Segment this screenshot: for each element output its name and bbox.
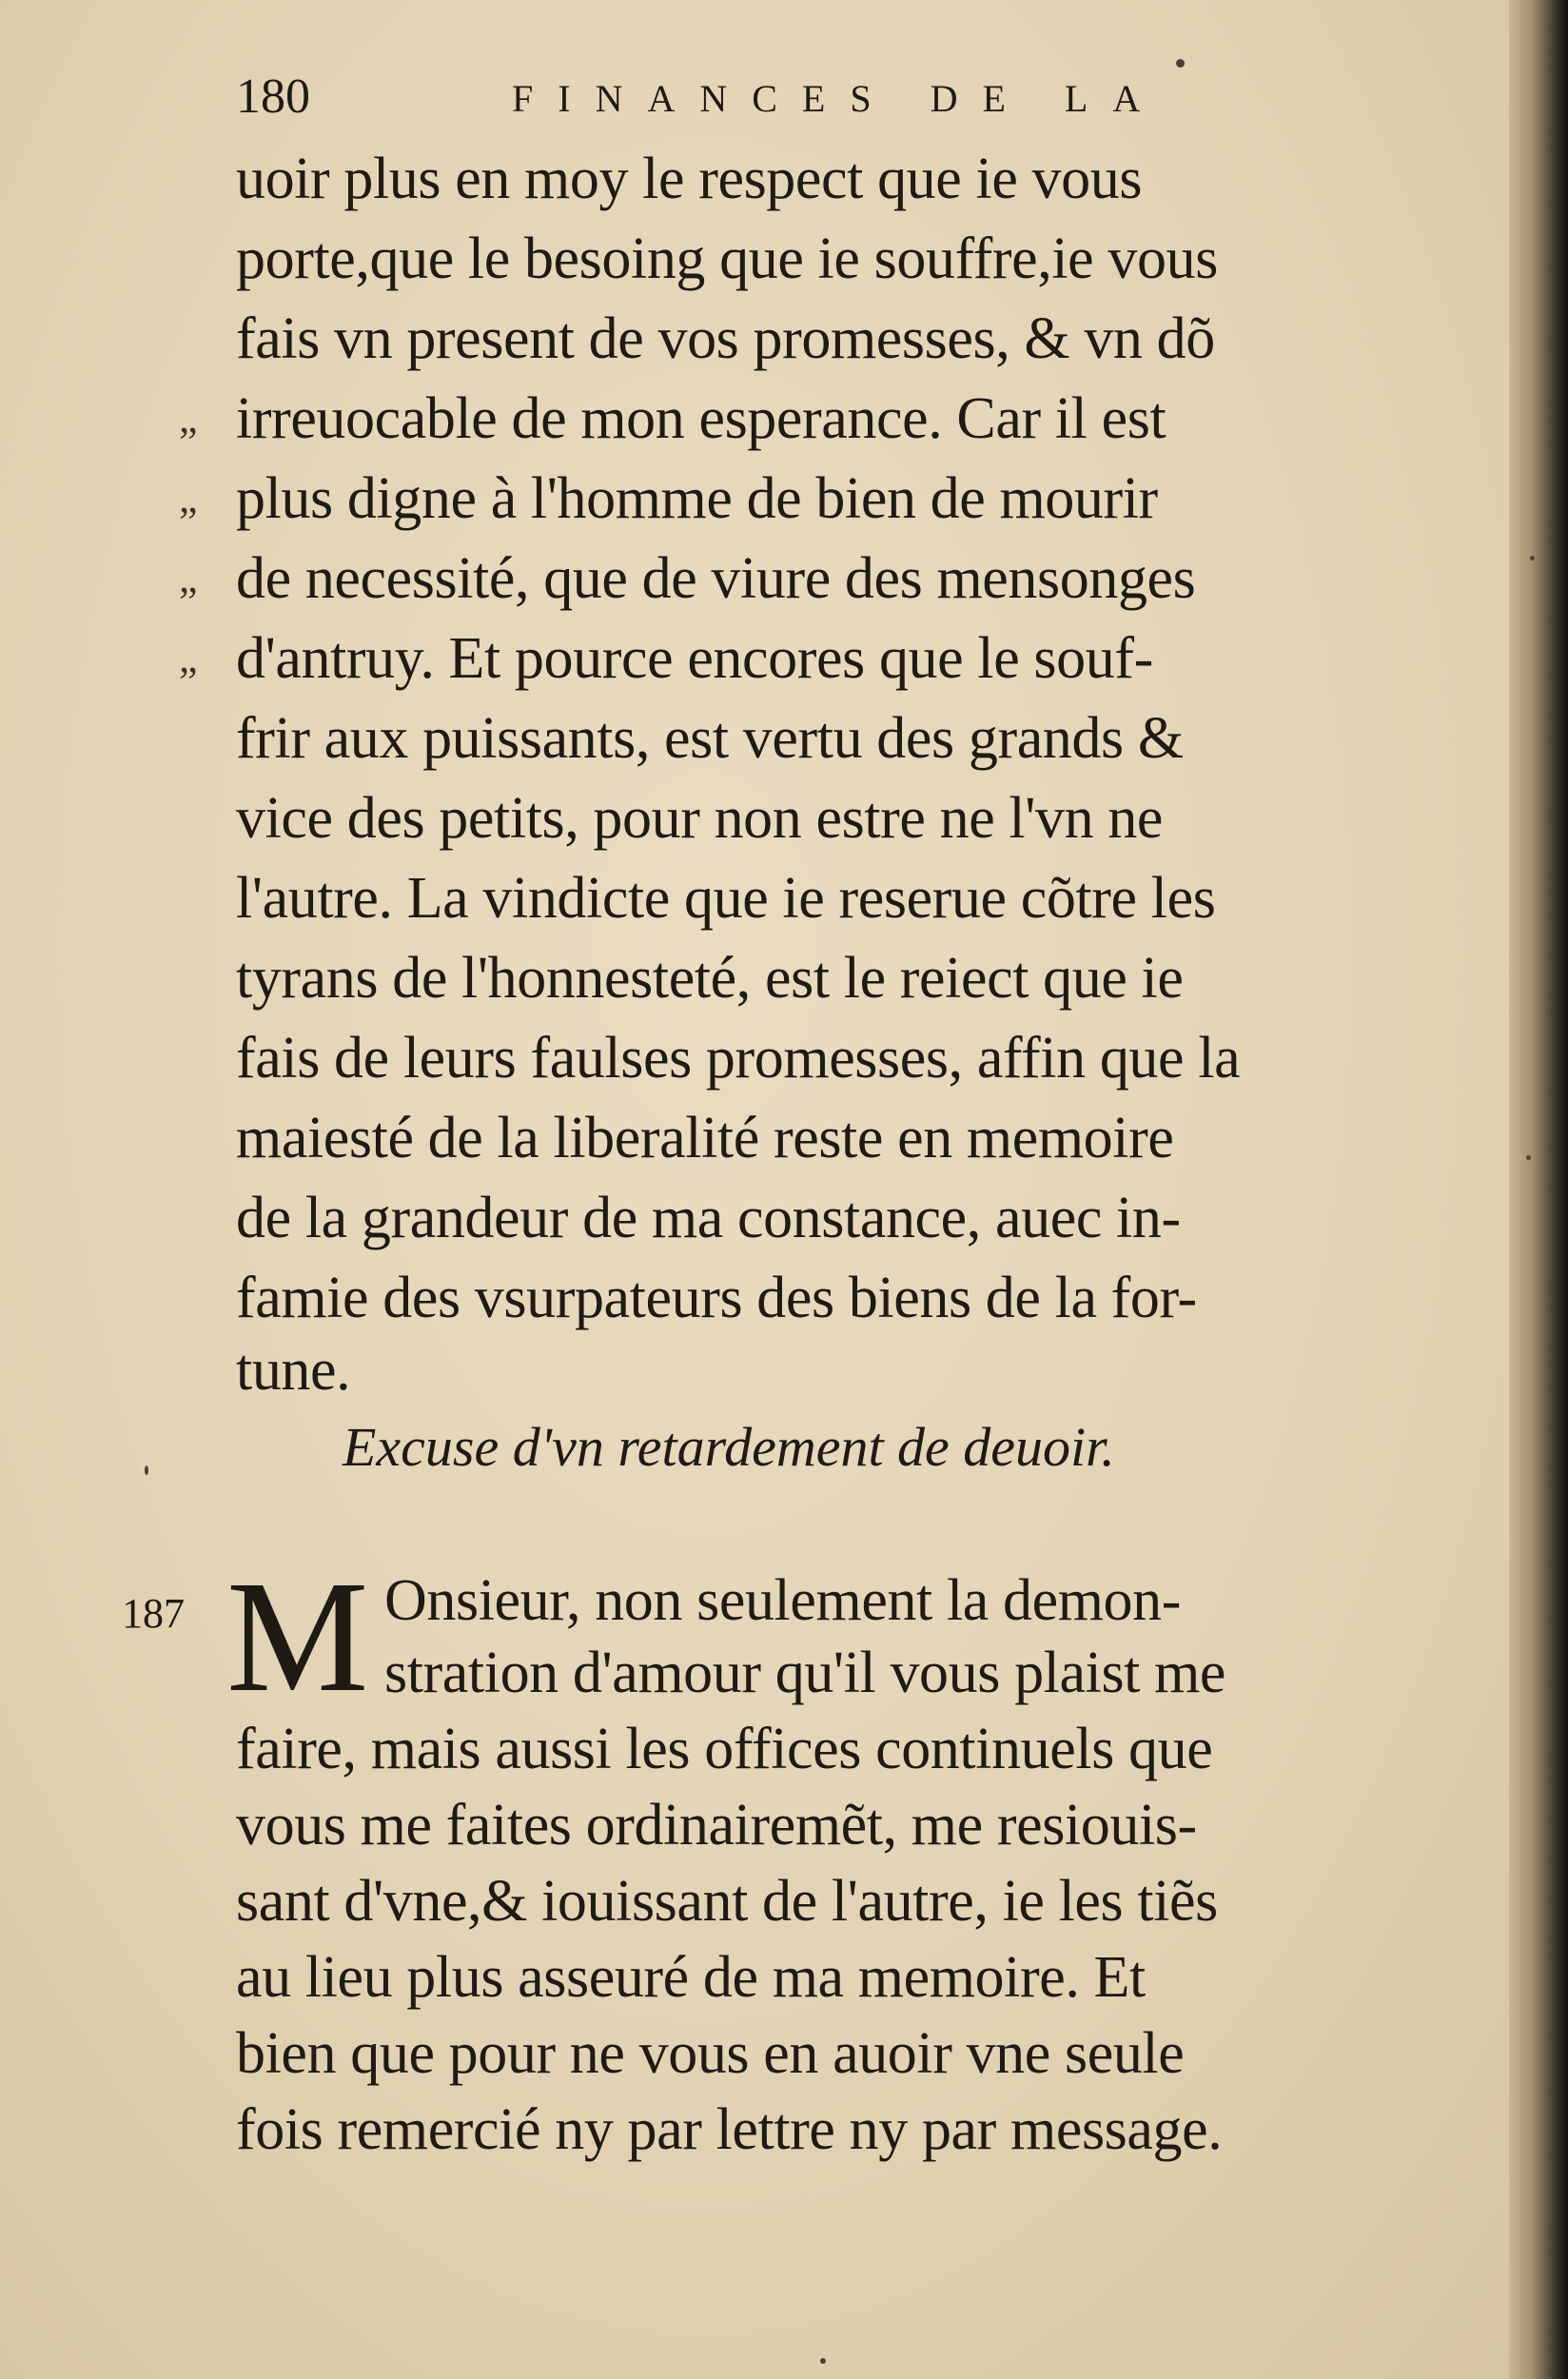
body-line: famie des vsurpateurs des biens de la for-	[236, 1266, 1197, 1330]
binding-gutter	[1509, 0, 1568, 2379]
section-line: fois remercié ny par lettre ny par message.	[236, 2097, 1223, 2162]
quote-mark: „	[179, 555, 198, 601]
paper-speck	[1530, 556, 1535, 560]
body-line: frir aux puissants, est vertu des grands &	[236, 706, 1184, 771]
quote-mark: „	[179, 475, 198, 521]
paper-speck	[1526, 1155, 1531, 1160]
paper-speck	[145, 1465, 148, 1475]
body-line: porte,que le besoing que ie souffre,ie vous	[236, 226, 1218, 291]
body-line: d'antruy. Et pource encores que le souf-	[236, 626, 1153, 691]
body-line: maiesté de la liberalité reste en memoire	[236, 1106, 1174, 1170]
body-line: l'autre. La vindicte que ie reserue cõtre les	[236, 866, 1216, 931]
page-header	[236, 67, 1206, 128]
body-line: tune.	[236, 1338, 351, 1403]
margin-number: 187	[122, 1590, 185, 1637]
section-heading: Excuse d'vn retardement de deuoir.	[343, 1416, 1115, 1478]
section-line: au lieu plus asseuré de ma memoire. Et	[236, 1945, 1146, 2010]
section-line: Onsieur, non seulement la demon-	[384, 1568, 1182, 1633]
section-line: faire, mais aussi les offices continuels que	[236, 1717, 1213, 1781]
body-line: irreuocable de mon esperance. Car il est	[236, 386, 1166, 451]
section-line: sant d'vne,& iouissant de l'autre, ie les tiẽs	[236, 1869, 1218, 1934]
section-line: stration d'amour qu'il vous plaist me	[384, 1641, 1226, 1705]
body-line: tyrans de l'honnesteté, est le reiect que ie	[236, 946, 1184, 1011]
body-line: de la grandeur de ma constance, auec in-	[236, 1186, 1181, 1250]
section-line: vous me faites ordinairemẽt, me resiouis-	[236, 1793, 1197, 1858]
running-title: FINANCES DE LA	[512, 77, 1166, 120]
section-line: bien que pour ne vous en auoir vne seule	[236, 2021, 1185, 2086]
quote-mark: „	[179, 635, 198, 681]
body-line: vice des petits, pour non estre ne l'vn ne	[236, 786, 1164, 851]
body-line: uoir plus en moy le respect que ie vous	[236, 147, 1143, 211]
paper-speck	[1176, 59, 1185, 68]
page-number: 180	[236, 69, 310, 124]
body-line: fais de leurs faulses promesses, affin que la	[236, 1026, 1241, 1091]
quote-mark: „	[179, 395, 198, 442]
body-line: plus digne à l'homme de bien de mourir	[236, 466, 1158, 531]
drop-cap: M	[226, 1548, 369, 1725]
paper-speck	[820, 2358, 826, 2364]
body-line: de necessité, que de viure des mensonges	[236, 546, 1196, 611]
body-line: fais vn present de vos promesses, & vn dõ	[236, 306, 1215, 371]
